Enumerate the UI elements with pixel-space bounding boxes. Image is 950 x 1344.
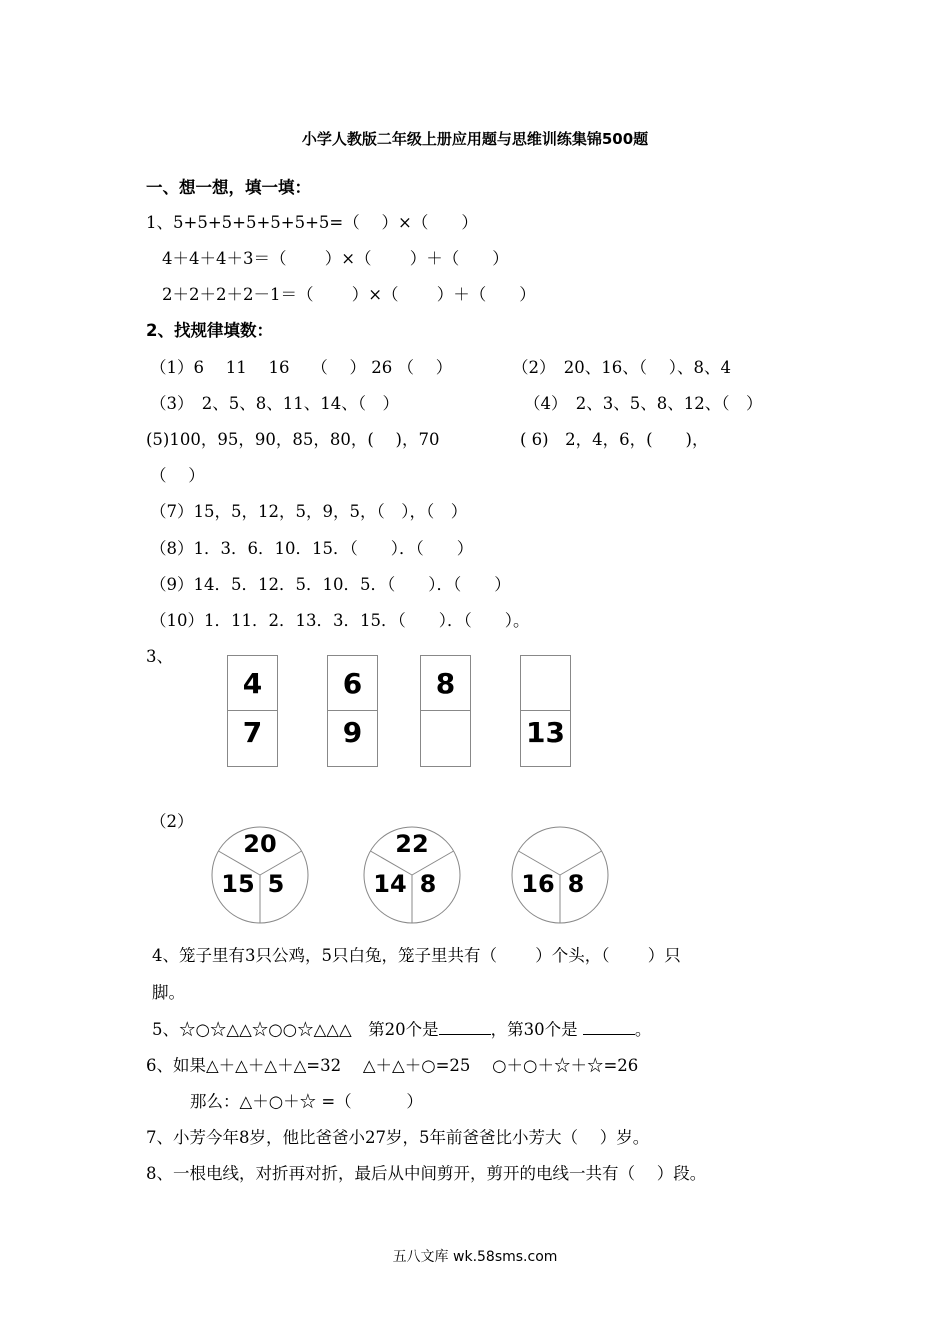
card-top-number: 6 — [342, 667, 363, 700]
question-2-heading: 2、找规律填数： — [146, 321, 273, 340]
question-2-row-5: （8）1．3．6．10．15．（ ）．（ ） — [150, 539, 474, 558]
question-1-line-b: 4＋4＋4＋3＝（ ）×（ ）＋（ ） — [162, 249, 509, 268]
card-divider — [421, 710, 470, 711]
question-1-line-c: 2＋2＋2＋2－1＝（ ）×（ ）＋（ ） — [162, 285, 536, 304]
question-4-line-1: 4、笼子里有3只公鸡，5只白兔，笼子里共有（ ）个头，（ ）只 — [152, 946, 681, 965]
question-5-text: 5、☆○☆△△☆○○☆△△△ 第20个是 — [152, 1020, 439, 1039]
card-top-number: 4 — [242, 667, 263, 700]
question-3-label: 3、 — [146, 647, 173, 666]
number-card — [420, 655, 471, 767]
card-bottom-number: 13 — [526, 716, 565, 749]
number-circle — [357, 820, 467, 930]
card-divider — [521, 710, 570, 711]
circle-top-number: 22 — [395, 830, 429, 858]
circle-top-number: 20 — [243, 830, 277, 858]
question-7: 7、小芳今年8岁，他比爸爸小27岁，5年前爸爸比小芳大（ ）岁。 — [146, 1128, 650, 1147]
question-2-row-7: （10）1．11．2．13．3．15．（ ）．（ ）。 — [150, 611, 530, 630]
card-divider — [328, 710, 377, 711]
number-card — [227, 655, 278, 767]
question-1-line-a: 1、5+5+5+5+5+5+5=（ ）×（ ） — [146, 213, 478, 232]
circle-right-number: 8 — [567, 870, 585, 898]
number-circle — [505, 820, 615, 930]
section-heading: 一、想一想，填一填： — [146, 178, 311, 197]
document-title: 小学人教版二年级上册应用题与思维训练集锦500题 — [301, 130, 649, 148]
question-4-line-2: 脚。 — [152, 983, 185, 1002]
number-card — [327, 655, 378, 767]
question-6-line-1: 6、如果△＋△＋△＋△=32 △＋△＋○=25 ○＋○＋☆＋☆=26 — [146, 1056, 639, 1075]
circle-right-number: 5 — [267, 870, 285, 898]
question-2-row-3-left: (5)100，95，90，85，80，( )，70 — [146, 430, 440, 449]
question-2-row-3-continued: （ ） — [150, 466, 205, 485]
question-2-row-2-right: （4） 2、3、5、8、12、（ ） — [524, 394, 763, 413]
answer-blank[interactable] — [439, 1034, 491, 1035]
circle-right-number: 8 — [419, 870, 437, 898]
card-top-number: 8 — [435, 667, 456, 700]
card-bottom-number: 9 — [342, 716, 363, 749]
circle-left-number: 14 — [373, 870, 407, 898]
question-6-line-2: 那么：△＋○＋☆ =（ ） — [190, 1092, 423, 1111]
question-5-text-mid: ，第30个是 — [490, 1020, 583, 1039]
question-5-text-end: 。 — [634, 1020, 652, 1039]
question-2-row-2-left: （3） 2、5、8、11、14、（ ） — [150, 394, 399, 413]
card-bottom-number: 7 — [242, 716, 263, 749]
question-2-row-3-right: ( 6) 2，4，6，( )， — [520, 430, 709, 449]
circle-left-number: 15 — [221, 870, 255, 898]
question-2-row-1-right: （2） 20、16、（ ）、8、4 — [512, 358, 731, 377]
circle-left-number: 16 — [521, 870, 555, 898]
card-divider — [228, 710, 277, 711]
answer-blank[interactable] — [583, 1034, 635, 1035]
question-2-row-1-left: （1）6 11 16 （ ） 26 （ ） — [150, 358, 453, 377]
footer-watermark: 五八文库 wk.58sms.com — [392, 1249, 558, 1265]
question-5 — [152, 1022, 651, 1039]
question-2-row-6: （9）14．5．12．5．10．5．（ ）．（ ） — [150, 575, 511, 594]
number-card — [520, 655, 571, 767]
question-2-row-4: （7）15，5，12，5，9，5，（ ），（ ） — [150, 502, 468, 521]
question-8: 8、一根电线，对折再对折，最后从中间剪开，剪开的电线一共有（ ）段。 — [146, 1164, 707, 1183]
question-3-sub-label: （2） — [150, 812, 194, 831]
number-circle — [205, 820, 315, 930]
